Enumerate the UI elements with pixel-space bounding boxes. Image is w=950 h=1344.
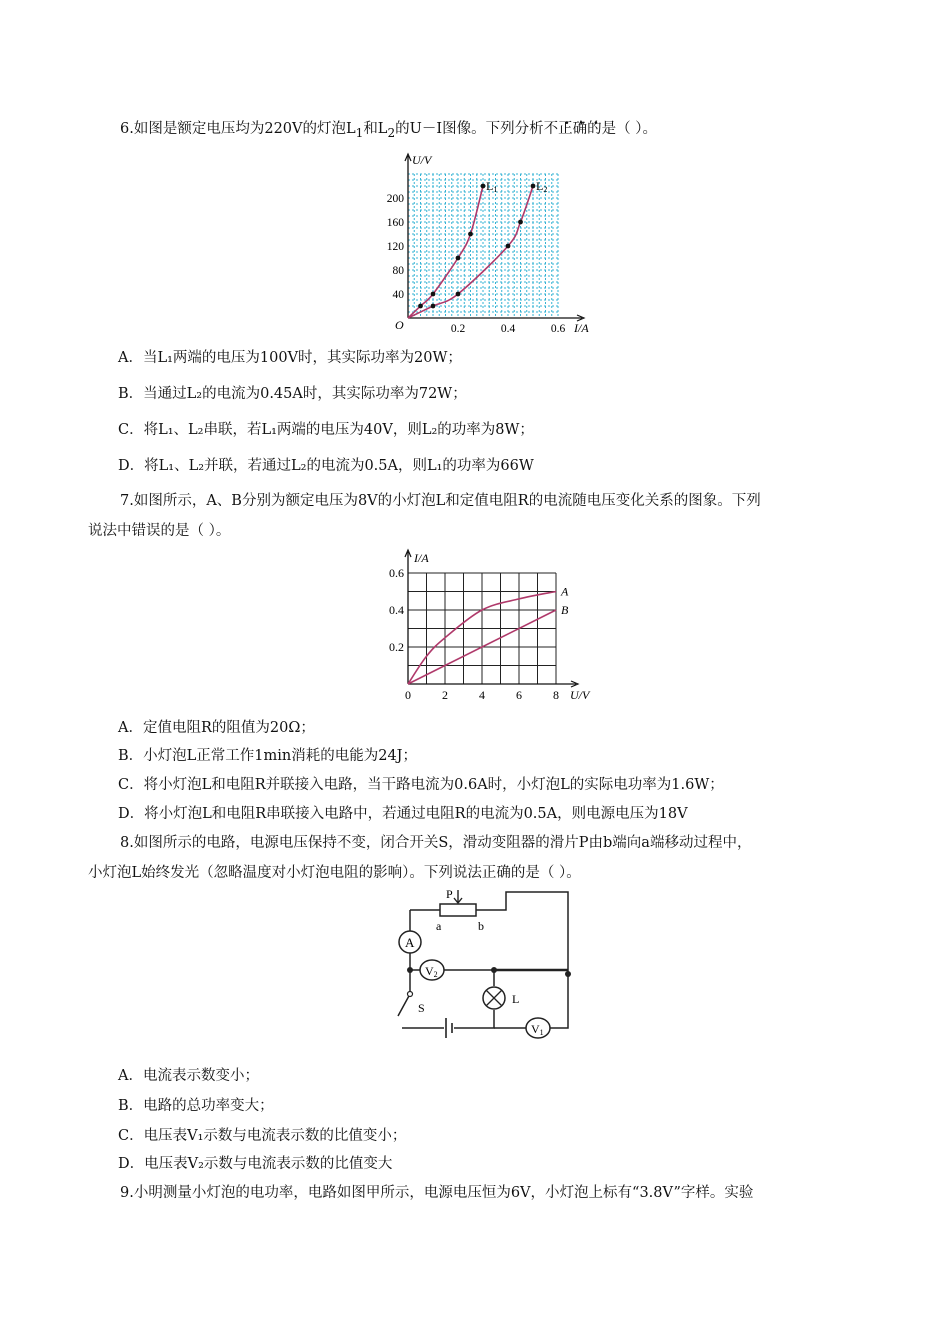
q7-x-tick-label: 4	[479, 688, 485, 702]
q6-y-tick-label: 80	[392, 265, 404, 277]
q7-series-label-A: A	[561, 584, 569, 599]
label-a: a	[436, 919, 442, 933]
q7-x-tick-label: 2	[442, 688, 448, 702]
q7-option-a: A．定值电阻R的阻值为20Ω；	[118, 720, 315, 736]
q6-y-tick-label: 160	[386, 217, 404, 229]
q7-x-axis-label: U/V	[570, 688, 590, 702]
q8-option-a: A．电流表示数变小；	[118, 1068, 259, 1084]
q7-y-tick-label: 0.6	[389, 566, 404, 580]
switch-blade	[398, 994, 410, 1016]
q8-option-b: B．电路的总功率变大；	[118, 1098, 274, 1114]
q6-option-c: C．将L₁、L₂串联，若L₁两端的电压为40V，则L₂的功率为8W；	[118, 422, 534, 438]
q7-series-label-B: B	[561, 603, 569, 617]
battery	[446, 1018, 452, 1038]
v1-sub: 1	[539, 1028, 544, 1037]
q7-chart	[370, 548, 602, 704]
q6-option-d: D．将L₁、L₂并联，若通过L₂的电流为0.5A，则L₁的功率为66W	[118, 458, 534, 474]
wire-top-right	[476, 892, 568, 974]
label-b: b	[478, 919, 484, 933]
q6-series-label-L2: L2	[536, 179, 548, 194]
q7-y-axis-label: I/A	[414, 551, 429, 565]
q6-series-label-L1: L1	[486, 179, 498, 194]
q6-point-L1	[431, 292, 436, 297]
q8-circuit	[388, 886, 584, 1048]
q7-option-d: D．将小灯泡L和电阻R串联接入电路中，若通过电阻R的电流为0.5A，则电源电压为18V	[118, 806, 688, 822]
switch-label: S	[418, 1001, 425, 1015]
q6-point-L2	[518, 220, 523, 225]
q6-point-L2	[531, 184, 536, 189]
q6-x-axis-label: I/A	[574, 321, 589, 335]
rheostat-slider	[454, 890, 462, 903]
q6-x-tick-label: 0.6	[550, 323, 566, 335]
q7-grid	[408, 573, 556, 684]
switch-pivot	[408, 992, 413, 997]
q7-y-tick-label: 0.2	[389, 640, 404, 654]
wire-right-bottom	[550, 974, 568, 1028]
q6-point-L1	[468, 232, 473, 237]
q7-option-c: C．将小灯泡L和电阻R并联接入电路，当干路电流为0.6A时，小灯泡L的实际电功率为1.6W；	[118, 777, 724, 793]
q7-option-b: B．小灯泡L正常工作1min消耗的电能为24J；	[118, 748, 417, 764]
q6-x-tick-label: 0.4	[500, 323, 516, 335]
q6-option-a: A．当L₁两端的电压为100V时，其实际功率为20W；	[118, 350, 462, 366]
junction-left	[407, 967, 413, 973]
q7-labels	[389, 551, 591, 702]
q8-stem-line1: 8.如图所示的电路，电源电压保持不变，闭合开关S，滑动变阻器的滑片P由b端向a端移动过程中，	[120, 835, 752, 851]
q6-option-b: B．当通过L₂的电流为0.45A时，其实际功率为72W；	[118, 386, 467, 402]
q6-y-axis-label: U/V	[412, 153, 432, 167]
q6-y-tick-label: 200	[386, 193, 404, 205]
q6-y-tick-label: 120	[386, 241, 404, 253]
q9-stem: 9.小明测量小灯泡的电功率，电路如图甲所示，电源电压恒为6V，小灯泡上标有“3.8V”字样。实验	[120, 1185, 754, 1201]
q6-x-tick-label: 0.2	[450, 323, 466, 335]
q6-y-tick-label: 40	[392, 289, 404, 301]
lamp-label: L	[512, 992, 520, 1006]
v2-sub: 2	[433, 970, 438, 979]
v2-label: V	[425, 964, 434, 978]
q6-chart	[378, 150, 608, 338]
q6-point-L1	[481, 184, 486, 189]
q7-x-tick-label: 6	[516, 688, 522, 702]
q6-point-L2	[431, 304, 436, 309]
q6-point-L2	[506, 244, 511, 249]
label-p: P	[446, 887, 453, 901]
q7-x-tick-label: 8	[553, 688, 559, 702]
q6-point-L2	[456, 292, 461, 297]
q7-axes	[405, 550, 578, 687]
rheostat	[440, 904, 476, 916]
q8-option-d: D．电压表V₂示数与电流表示数的比值变大	[118, 1156, 393, 1172]
junction-mid	[491, 967, 497, 973]
q6-origin-label: O	[395, 318, 404, 332]
q6-point-L1	[418, 304, 423, 309]
q8-stem-line2: 小灯泡L始终发光（忽略温度对小灯泡电阻的影响）。下列说法正确的是（ ）。	[88, 865, 581, 881]
ammeter-label: A	[405, 935, 415, 950]
q7-x-tick-label: 0	[405, 688, 411, 702]
q8-option-c: C．电压表V₁示数与电流表示数的比值变小；	[118, 1128, 407, 1144]
q7-stem-line1: 7.如图所示，A、B分别为额定电压为8V的小灯泡L和定值电阻R的电流随电压变化关系的图象。下列	[120, 493, 761, 509]
q7-y-tick-label: 0.4	[389, 603, 404, 617]
q7-stem-line2: 说法中错误的是（ ）。	[88, 523, 231, 539]
v1-label: V	[531, 1022, 540, 1036]
q6-point-L1	[456, 256, 461, 261]
junction-right	[565, 971, 571, 977]
q6-stem: 6.如图是额定电压均为220V的灯泡$L_1$和$L_2$的U－I图像。下列分析不正确的是（ ）。	[120, 121, 657, 140]
